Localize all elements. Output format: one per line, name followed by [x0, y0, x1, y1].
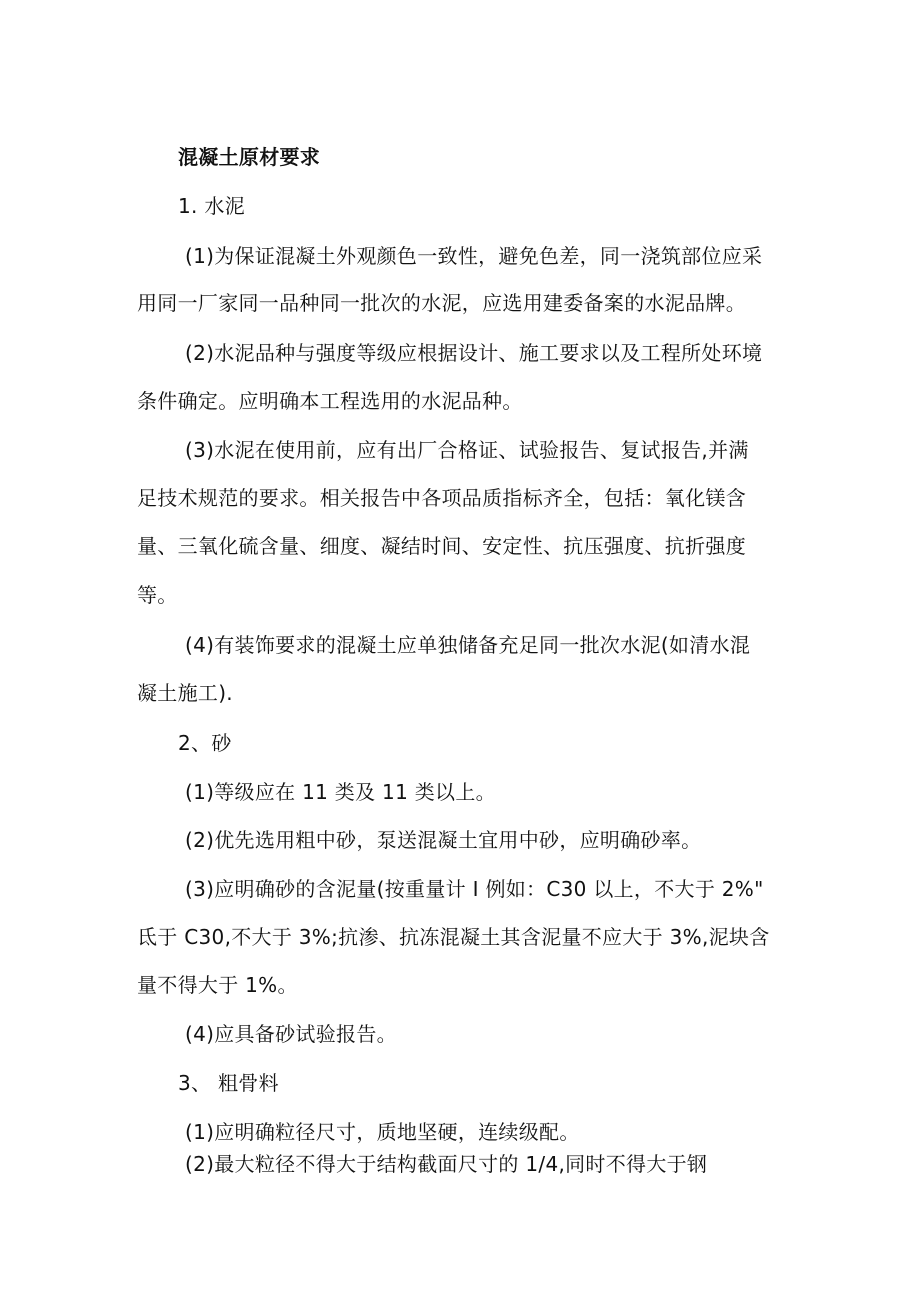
paragraph-line: (1)为保证混凝土外观颜色一致性，避免色差，同一浇筑部位应采 — [185, 244, 763, 268]
section-heading: 3、 粗骨料 — [178, 1071, 279, 1095]
paragraph-line: 条件确定。应明确本工程选用的水泥品种。 — [137, 389, 523, 413]
paragraph-line: 用同一厂家同一品种同一批次的水泥，应选用建委备案的水泥品牌。 — [137, 291, 746, 315]
paragraph-line: 足技术规范的要求。相关报告中各项品质指标齐全，包括：氧化镁含 — [137, 486, 746, 510]
paragraph-line: (2)水泥品种与强度等级应根据设计、施工要求以及工程所处环境 — [185, 341, 763, 365]
paragraph-line: (1)等级应在 11 类及 11 类以上。 — [185, 780, 496, 804]
paragraph-line: (2)最大粒径不得大于结构截面尺寸的 1/4,同时不得大于钢 — [185, 1152, 708, 1176]
section-heading: 1. 水泥 — [178, 194, 245, 218]
paragraph-line: (2)优先选用粗中砂，泵送混凝土宜用中砂，应明确砂率。 — [185, 828, 702, 852]
paragraph-line: (4)有装饰要求的混凝土应单独储备充足同一批次水泥(如清水混 — [185, 633, 751, 657]
paragraph-line: (4)应具备砂试验报告。 — [185, 1022, 397, 1046]
paragraph-line: (3)水泥在使用前，应有出厂合格证、试验报告、复试报告,并满 — [185, 438, 749, 462]
paragraph-line: 量、三氧化硫含量、细度、凝结时间、安定性、抗压强度、抗折强度 — [137, 534, 746, 558]
section-heading: 2、砂 — [178, 731, 232, 755]
paragraph-line: 等。 — [137, 583, 178, 607]
paragraph-line: (3)应明确砂的含泥量(按重量计 I 例如：C30 以上，不大于 2%" — [185, 877, 764, 901]
document-title: 混凝土原材要求 — [178, 145, 321, 169]
paragraph-line: 凝土施工). — [137, 681, 233, 705]
paragraph-line: 量不得大于 1%。 — [137, 973, 298, 997]
paragraph-line: 氐于 C30,不大于 3%;抗渗、抗冻混凝土其含泥量不应大于 3%,泥块含 — [137, 925, 770, 949]
paragraph-line: (1)应明确粒径尺寸，质地坚硬，连续级配。 — [185, 1120, 580, 1144]
